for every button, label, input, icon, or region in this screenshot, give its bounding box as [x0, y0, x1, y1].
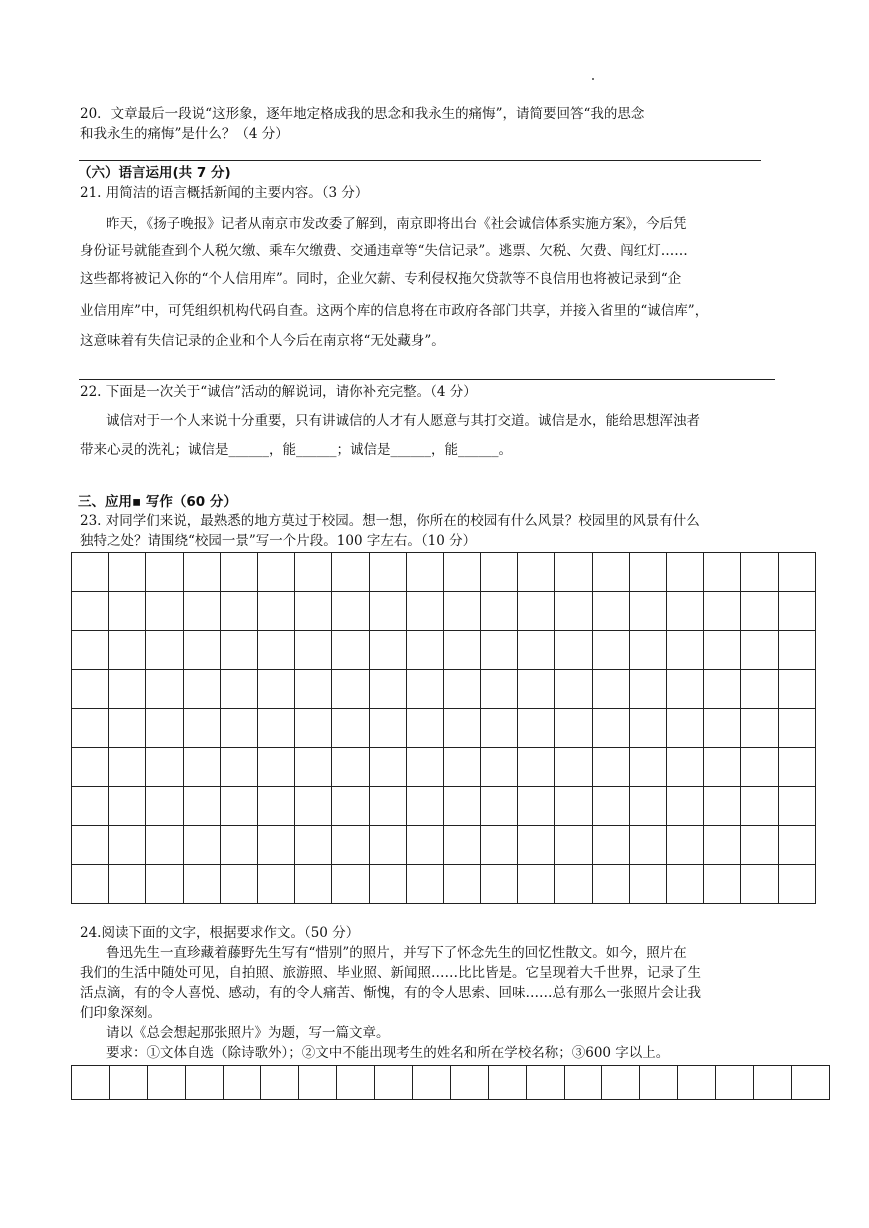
- grid-cell[interactable]: [109, 553, 146, 592]
- grid-cell[interactable]: [257, 670, 294, 709]
- grid-cell[interactable]: [72, 748, 109, 787]
- grid-cell[interactable]: [109, 787, 146, 826]
- grid-cell[interactable]: [481, 631, 518, 670]
- grid-cell[interactable]: [488, 1066, 526, 1100]
- q23-line-1: 23. 对同学们来说，最熟悉的地方莫过于校园。想一想，你所在的校园有什么风景？校园里的风景有什么: [80, 513, 700, 529]
- grid-cell[interactable]: [667, 826, 704, 865]
- grid-cell[interactable]: [481, 709, 518, 748]
- grid-cell[interactable]: [406, 787, 443, 826]
- grid-cell[interactable]: [592, 592, 629, 631]
- grid-cell[interactable]: [481, 826, 518, 865]
- grid-cell[interactable]: [295, 787, 332, 826]
- grid-cell[interactable]: [220, 631, 257, 670]
- q21-question: 21. 用简洁的语言概括新闻的主要内容。（3 分）: [80, 185, 369, 201]
- grid-cell[interactable]: [332, 787, 369, 826]
- grid-cell[interactable]: [406, 748, 443, 787]
- grid-cell[interactable]: [295, 865, 332, 904]
- q24-title-instruction: 请以《总会想起那张照片》为题，写一篇文章。: [106, 1025, 390, 1041]
- grid-cell[interactable]: [629, 787, 666, 826]
- grid-cell[interactable]: [369, 592, 406, 631]
- grid-cell[interactable]: [754, 1066, 792, 1100]
- grid-cell[interactable]: [146, 748, 183, 787]
- grid-cell[interactable]: [592, 631, 629, 670]
- grid-cell[interactable]: [704, 709, 741, 748]
- grid-cell[interactable]: [332, 553, 369, 592]
- grid-cell[interactable]: [555, 553, 592, 592]
- grid-cell[interactable]: [183, 748, 220, 787]
- grid-cell[interactable]: [555, 826, 592, 865]
- q21-passage-line-3: 这些都将被记入你的“个人信用库”。同时，企业欠薪、专利侵权拖欠贷款等不良信用也将被记录到“企: [80, 271, 682, 287]
- grid-cell[interactable]: [443, 553, 480, 592]
- grid-cell[interactable]: [443, 826, 480, 865]
- grid-cell[interactable]: [518, 787, 555, 826]
- grid-cell[interactable]: [220, 748, 257, 787]
- grid-cell[interactable]: [555, 787, 592, 826]
- section-6-title: （六）语言运用(共 7 分): [78, 165, 231, 181]
- grid-cell[interactable]: [518, 865, 555, 904]
- grid-cell[interactable]: [555, 748, 592, 787]
- grid-row: [72, 631, 816, 670]
- grid-cell[interactable]: [369, 553, 406, 592]
- grid-cell[interactable]: [741, 592, 778, 631]
- grid-cell[interactable]: [257, 787, 294, 826]
- grid-cell[interactable]: [146, 709, 183, 748]
- grid-cell[interactable]: [704, 592, 741, 631]
- grid-cell[interactable]: [481, 670, 518, 709]
- grid-cell[interactable]: [443, 748, 480, 787]
- grid-cell[interactable]: [369, 787, 406, 826]
- q24-passage-line-1: 鲁迅先生一直珍藏着藤野先生写有“惜别”的照片，并写下了怀念先生的回忆性散文。如今，照片在: [106, 945, 687, 961]
- grid-cell[interactable]: [778, 709, 815, 748]
- grid-cell[interactable]: [741, 787, 778, 826]
- grid-cell[interactable]: [555, 631, 592, 670]
- grid-cell[interactable]: [406, 553, 443, 592]
- grid-cell[interactable]: [337, 1066, 375, 1100]
- grid-cell[interactable]: [295, 631, 332, 670]
- grid-cell[interactable]: [147, 1066, 185, 1100]
- grid-cell[interactable]: [332, 748, 369, 787]
- grid-cell[interactable]: [443, 631, 480, 670]
- grid-cell[interactable]: [678, 1066, 716, 1100]
- grid-cell[interactable]: [629, 826, 666, 865]
- grid-cell[interactable]: [257, 865, 294, 904]
- grid-cell[interactable]: [629, 631, 666, 670]
- grid-cell[interactable]: [443, 787, 480, 826]
- grid-cell[interactable]: [295, 709, 332, 748]
- grid-cell[interactable]: [704, 826, 741, 865]
- grid-cell[interactable]: [369, 826, 406, 865]
- grid-cell[interactable]: [629, 709, 666, 748]
- grid-cell[interactable]: [109, 1066, 147, 1100]
- grid-cell[interactable]: [261, 1066, 299, 1100]
- grid-row: [72, 670, 816, 709]
- grid-cell[interactable]: [109, 592, 146, 631]
- grid-cell[interactable]: [369, 748, 406, 787]
- section-3-title: 三、应用▪ 写作（60 分）: [78, 494, 237, 510]
- grid-cell[interactable]: [257, 709, 294, 748]
- grid-cell[interactable]: [667, 670, 704, 709]
- q24-question: 24.阅读下面的文字，根据要求作文。（50 分）: [80, 925, 360, 941]
- grid-cell[interactable]: [406, 631, 443, 670]
- grid-cell[interactable]: [629, 553, 666, 592]
- q21-passage-line-4: 业信用库”中，可凭组织机构代码自查。这两个库的信息将在市政府各部门共享，并接入省里的“诚信库”，: [80, 303, 709, 319]
- grid-cell[interactable]: [332, 670, 369, 709]
- grid-cell[interactable]: [481, 787, 518, 826]
- grid-cell[interactable]: [72, 709, 109, 748]
- grid-cell[interactable]: [518, 709, 555, 748]
- grid-cell[interactable]: [146, 787, 183, 826]
- grid-cell[interactable]: [183, 553, 220, 592]
- grid-row: [72, 709, 816, 748]
- grid-cell[interactable]: [555, 709, 592, 748]
- grid-cell[interactable]: [183, 670, 220, 709]
- grid-cell[interactable]: [406, 826, 443, 865]
- grid-cell[interactable]: [443, 670, 480, 709]
- grid-cell[interactable]: [704, 553, 741, 592]
- grid-cell[interactable]: [592, 865, 629, 904]
- q24-passage-line-4: 们印象深刻。: [80, 1005, 161, 1021]
- grid-cell[interactable]: [109, 670, 146, 709]
- page-dot: [592, 78, 594, 80]
- grid-cell[interactable]: [72, 787, 109, 826]
- grid-cell[interactable]: [778, 787, 815, 826]
- grid-cell[interactable]: [295, 826, 332, 865]
- grid-cell[interactable]: [146, 553, 183, 592]
- grid-cell[interactable]: [629, 865, 666, 904]
- grid-cell[interactable]: [629, 592, 666, 631]
- grid-cell[interactable]: [518, 592, 555, 631]
- grid-cell[interactable]: [778, 592, 815, 631]
- grid-cell[interactable]: [369, 670, 406, 709]
- grid-cell[interactable]: [220, 787, 257, 826]
- q23-line-2: 独特之处？请围绕“校园一景”写一个片段。100 字左右。（10 分）: [80, 533, 477, 549]
- grid-cell[interactable]: [369, 631, 406, 670]
- grid-cell[interactable]: [220, 670, 257, 709]
- grid-cell[interactable]: [741, 631, 778, 670]
- grid-cell[interactable]: [518, 826, 555, 865]
- grid-cell[interactable]: [602, 1066, 640, 1100]
- grid-cell[interactable]: [257, 748, 294, 787]
- grid-cell[interactable]: [481, 748, 518, 787]
- grid-cell[interactable]: [332, 631, 369, 670]
- grid-cell[interactable]: [146, 631, 183, 670]
- grid-cell[interactable]: [72, 670, 109, 709]
- grid-cell[interactable]: [109, 631, 146, 670]
- grid-cell[interactable]: [72, 865, 109, 904]
- grid-cell[interactable]: [295, 670, 332, 709]
- grid-cell[interactable]: [704, 787, 741, 826]
- grid-cell[interactable]: [716, 1066, 754, 1100]
- grid-cell[interactable]: [109, 709, 146, 748]
- grid-cell[interactable]: [185, 1066, 223, 1100]
- grid-cell[interactable]: [332, 709, 369, 748]
- grid-cell[interactable]: [592, 787, 629, 826]
- grid-cell[interactable]: [741, 865, 778, 904]
- grid-cell[interactable]: [443, 592, 480, 631]
- grid-cell[interactable]: [667, 553, 704, 592]
- grid-cell[interactable]: [443, 709, 480, 748]
- writing-grid-q24[interactable]: [71, 1065, 830, 1100]
- grid-cell[interactable]: [778, 826, 815, 865]
- grid-cell[interactable]: [791, 1066, 829, 1100]
- grid-cell[interactable]: [564, 1066, 602, 1100]
- grid-cell[interactable]: [592, 709, 629, 748]
- q20-line-1: 20．文章最后一段说“这形象，逐年地定格成我的思念和我永生的痛悔”，请简要回答“我的思念: [80, 106, 645, 122]
- grid-cell[interactable]: [526, 1066, 564, 1100]
- grid-cell[interactable]: [667, 787, 704, 826]
- grid-cell[interactable]: [220, 592, 257, 631]
- grid-cell[interactable]: [741, 826, 778, 865]
- grid-cell[interactable]: [592, 670, 629, 709]
- grid-cell[interactable]: [299, 1066, 337, 1100]
- grid-cell[interactable]: [295, 592, 332, 631]
- q21-passage-line-2: 身份证号就能查到个人税欠缴、乘车欠缴费、交通违章等“失信记录”。逃票、欠税、欠费、闯红灯……: [80, 243, 688, 259]
- grid-cell[interactable]: [220, 709, 257, 748]
- grid-cell[interactable]: [450, 1066, 488, 1100]
- grid-cell[interactable]: [406, 709, 443, 748]
- grid-cell[interactable]: [257, 592, 294, 631]
- q20-line-2: 和我永生的痛悔”是什么？（4 分）: [80, 126, 289, 142]
- grid-cell[interactable]: [778, 748, 815, 787]
- grid-cell[interactable]: [109, 865, 146, 904]
- grid-cell[interactable]: [183, 709, 220, 748]
- grid-cell[interactable]: [481, 553, 518, 592]
- grid-cell[interactable]: [406, 592, 443, 631]
- q24-passage-line-2: 我们的生活中随处可见，自拍照、旅游照、毕业照、新闻照……比比皆是。它呈现着大千世界，记录了生: [80, 965, 701, 981]
- grid-cell[interactable]: [72, 631, 109, 670]
- grid-cell[interactable]: [406, 865, 443, 904]
- grid-cell[interactable]: [183, 865, 220, 904]
- grid-cell[interactable]: [223, 1066, 261, 1100]
- grid-cell[interactable]: [109, 826, 146, 865]
- grid-cell[interactable]: [555, 592, 592, 631]
- q22-passage-line-1: 诚信对于一个人来说十分重要，只有讲诚信的人才有人愿意与其打交道。诚信是水，能给思想浑浊者: [106, 413, 700, 429]
- grid-cell[interactable]: [332, 826, 369, 865]
- grid-cell[interactable]: [220, 553, 257, 592]
- grid-cell[interactable]: [555, 670, 592, 709]
- grid-cell[interactable]: [72, 826, 109, 865]
- q24-requirements: 要求：①文体自选（除诗歌外）；②文中不能出现考生的姓名和所在学校名称；③600 字以上。: [106, 1045, 670, 1061]
- grid-cell[interactable]: [481, 592, 518, 631]
- grid-cell[interactable]: [146, 592, 183, 631]
- grid-cell[interactable]: [667, 709, 704, 748]
- grid-cell[interactable]: [332, 592, 369, 631]
- grid-cell[interactable]: [778, 553, 815, 592]
- grid-cell[interactable]: [369, 709, 406, 748]
- grid-cell[interactable]: [667, 631, 704, 670]
- grid-cell[interactable]: [518, 670, 555, 709]
- grid-cell[interactable]: [592, 826, 629, 865]
- grid-cell[interactable]: [257, 631, 294, 670]
- grid-cell[interactable]: [146, 670, 183, 709]
- grid-cell[interactable]: [629, 748, 666, 787]
- grid-row: [72, 592, 816, 631]
- grid-cell[interactable]: [183, 592, 220, 631]
- grid-cell[interactable]: [146, 826, 183, 865]
- grid-row: [72, 826, 816, 865]
- answer-line-q20: [79, 160, 761, 161]
- grid-row: [72, 865, 816, 904]
- grid-cell[interactable]: [741, 553, 778, 592]
- grid-cell[interactable]: [592, 553, 629, 592]
- grid-cell[interactable]: [72, 592, 109, 631]
- writing-grid-q23[interactable]: [71, 552, 816, 904]
- grid-row: [72, 748, 816, 787]
- grid-cell[interactable]: [518, 631, 555, 670]
- grid-cell[interactable]: [704, 631, 741, 670]
- grid-cell[interactable]: [146, 865, 183, 904]
- grid-cell[interactable]: [220, 865, 257, 904]
- grid-cell[interactable]: [257, 553, 294, 592]
- grid-cell[interactable]: [629, 670, 666, 709]
- grid-cell[interactable]: [481, 865, 518, 904]
- grid-cell[interactable]: [406, 670, 443, 709]
- grid-cell[interactable]: [295, 553, 332, 592]
- grid-cell[interactable]: [667, 865, 704, 904]
- q21-passage-line-5: 这意味着有失信记录的企业和个人今后在南京将“无处藏身”。: [80, 333, 445, 349]
- q24-passage-line-3: 活点滴，有的令人喜悦、感动，有的令人痛苦、惭愧，有的令人思索、回味……总有那么一张照片会让我: [80, 985, 701, 1001]
- grid-cell[interactable]: [518, 748, 555, 787]
- grid-cell[interactable]: [183, 631, 220, 670]
- grid-cell[interactable]: [257, 826, 294, 865]
- grid-cell[interactable]: [778, 865, 815, 904]
- grid-row: [72, 553, 816, 592]
- grid-cell[interactable]: [555, 865, 592, 904]
- grid-cell[interactable]: [704, 865, 741, 904]
- grid-cell[interactable]: [741, 748, 778, 787]
- grid-cell[interactable]: [518, 553, 555, 592]
- grid-cell[interactable]: [667, 748, 704, 787]
- grid-cell[interactable]: [72, 1066, 110, 1100]
- grid-cell[interactable]: [220, 826, 257, 865]
- grid-cell[interactable]: [375, 1066, 413, 1100]
- grid-cell[interactable]: [704, 670, 741, 709]
- grid-cell[interactable]: [72, 553, 109, 592]
- grid-cell[interactable]: [183, 787, 220, 826]
- grid-cell[interactable]: [332, 865, 369, 904]
- grid-cell[interactable]: [295, 748, 332, 787]
- grid-cell[interactable]: [778, 631, 815, 670]
- grid-cell[interactable]: [741, 670, 778, 709]
- grid-cell[interactable]: [667, 592, 704, 631]
- q21-passage-line-1: 昨天，《扬子晚报》记者从南京市发改委了解到，南京即将出台《社会诚信体系实施方案》，今后凭: [106, 216, 687, 232]
- grid-row: [72, 787, 816, 826]
- answer-line-q21: [79, 379, 775, 380]
- grid-cell[interactable]: [741, 709, 778, 748]
- grid-cell[interactable]: [704, 748, 741, 787]
- grid-cell[interactable]: [640, 1066, 678, 1100]
- q22-question: 22. 下面是一次关于“诚信”活动的解说词，请你补充完整。（4 分）: [80, 384, 477, 400]
- grid-cell[interactable]: [778, 670, 815, 709]
- grid-cell[interactable]: [183, 826, 220, 865]
- grid-cell[interactable]: [443, 865, 480, 904]
- q22-passage-line-2: 带来心灵的洗礼；诚信是______，能______；诚信是______，能______。: [80, 442, 512, 458]
- grid-row: [72, 1066, 830, 1100]
- grid-cell[interactable]: [109, 748, 146, 787]
- grid-cell[interactable]: [592, 748, 629, 787]
- grid-cell[interactable]: [413, 1066, 451, 1100]
- grid-cell[interactable]: [369, 865, 406, 904]
